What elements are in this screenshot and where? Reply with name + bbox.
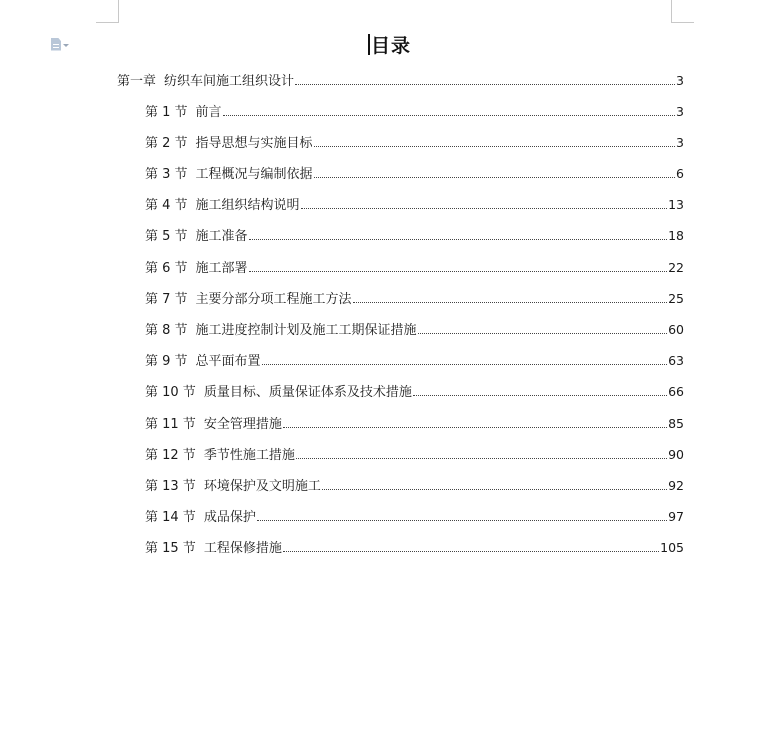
toc-entry-number: 第 3 节 (145, 167, 188, 182)
toc-entry-page: 92 (668, 478, 684, 493)
toc-leader-dots (295, 84, 675, 85)
toc-entry-page: 63 (668, 353, 684, 368)
toc-entry-label: 安全管理措施 (203, 417, 282, 432)
toc-entry-number: 第 12 节 (145, 448, 196, 463)
toc-entry-section[interactable] (145, 539, 684, 558)
toc-entry-number: 第 4 节 (145, 198, 188, 213)
toc-leader-dots (314, 146, 675, 147)
toc-entry-number: 第 15 节 (145, 541, 196, 556)
toc-entry-label: 季节性施工措施 (203, 448, 295, 463)
toc-entry-label: 工程概况与编制依据 (195, 167, 313, 182)
toc-entry-section[interactable] (145, 352, 684, 371)
toc-entry-label: 质量目标、质量保证体系及技术措施 (203, 385, 412, 400)
toc-leader-dots (413, 395, 667, 396)
toc-entry-section[interactable] (145, 165, 684, 184)
toc-entry-section[interactable] (145, 446, 684, 465)
page-corner-marker-top-left (96, 0, 119, 23)
toc-leader-dots (283, 551, 659, 552)
toc-entry-section[interactable] (145, 259, 684, 278)
toc-leader-dots (353, 302, 668, 303)
toc-entry-page: 3 (676, 135, 684, 150)
toc-entry-section[interactable] (145, 383, 684, 402)
toc-entry-label: 工程保修措施 (203, 541, 282, 556)
toc-leader-dots (257, 520, 667, 521)
toc-leader-dots (314, 177, 675, 178)
toc-entry-label: 前言 (195, 105, 222, 120)
toc-entry-page: 97 (668, 509, 684, 524)
toc-entry-page: 22 (668, 260, 684, 275)
toc-leader-dots (249, 271, 668, 272)
toc-entry-chapter-1[interactable] (117, 72, 684, 91)
toc-title[interactable]: 目录 (370, 35, 411, 57)
toc-leader-dots (262, 364, 668, 365)
toc-entry-label: 指导思想与实施目标 (195, 136, 313, 151)
toc-entry-number: 第 10 节 (145, 385, 196, 400)
toc-entry-number: 第 13 节 (145, 479, 196, 494)
toc-entry-page: 6 (676, 166, 684, 181)
toc-entry-number: 第 9 节 (145, 354, 188, 369)
toc-entry-number: 第 8 节 (145, 323, 188, 338)
toc-leader-dots (301, 208, 668, 209)
toc-leader-dots (249, 239, 668, 240)
toc-entry-section[interactable] (145, 415, 684, 434)
toc-entry-label: 主要分部分项工程施工方法 (195, 292, 352, 307)
toc-entry-page: 18 (668, 228, 684, 243)
toc-leader-dots (223, 115, 675, 116)
toc-entry-section[interactable] (145, 508, 684, 527)
toc-entry-page: 66 (668, 384, 684, 399)
toc-entry-page: 3 (676, 73, 684, 88)
toc-entry-number: 第一章 (117, 74, 157, 89)
toc-entry-label: 成品保护 (203, 510, 256, 525)
toc-leader-dots (322, 489, 667, 490)
toc-entry-page: 3 (676, 104, 684, 119)
page-corner-marker-top-right (671, 0, 694, 23)
toc-entry-page: 60 (668, 322, 684, 337)
toc-entry-label: 总平面布置 (195, 354, 261, 369)
toc-entry-section[interactable] (145, 196, 684, 215)
toc-leader-dots (418, 333, 668, 334)
toc-title-block (0, 31, 779, 58)
toc-entry-page: 25 (668, 291, 684, 306)
toc-entry-label: 施工组织结构说明 (195, 198, 300, 213)
toc-entry-number: 第 1 节 (145, 105, 188, 120)
toc-entry-label: 施工进度控制计划及施工工期保证措施 (195, 323, 417, 338)
text-cursor (368, 34, 370, 55)
toc-leader-dots (283, 427, 667, 428)
toc-entry-page: 85 (668, 416, 684, 431)
toc-entry-number: 第 7 节 (145, 292, 188, 307)
toc-entry-number: 第 11 节 (145, 417, 196, 432)
toc-entry-label: 环境保护及文明施工 (203, 479, 321, 494)
toc-entry-section[interactable] (145, 134, 684, 153)
toc-entry-section[interactable] (145, 321, 684, 340)
toc-entry-section[interactable] (145, 290, 684, 309)
toc-entry-section[interactable] (145, 477, 684, 496)
toc-entry-number: 第 5 节 (145, 229, 188, 244)
toc-entry-page: 105 (660, 540, 684, 555)
toc-entry-number: 第 6 节 (145, 261, 188, 276)
toc-entry-label: 施工准备 (195, 229, 248, 244)
toc-entry-page: 13 (668, 197, 684, 212)
toc-entry-section[interactable] (145, 227, 684, 246)
toc-entry-number: 第 2 节 (145, 136, 188, 151)
toc-entry-label: 纺织车间施工组织设计 (164, 74, 295, 89)
toc-entry-page: 90 (668, 447, 684, 462)
toc-entry-label: 施工部署 (195, 261, 248, 276)
toc-leader-dots (296, 458, 667, 459)
toc-entry-section[interactable] (145, 103, 684, 122)
toc-entry-number: 第 14 节 (145, 510, 196, 525)
